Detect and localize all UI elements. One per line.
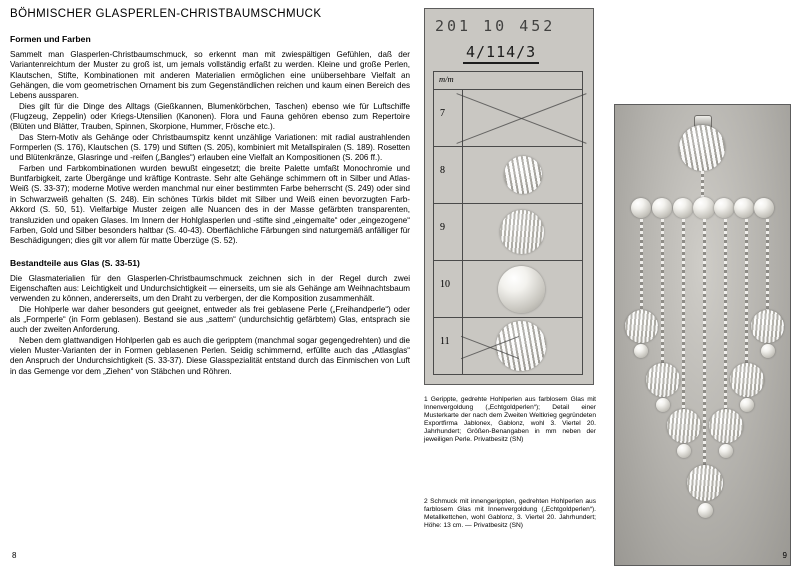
column-header-mm: m/m <box>439 74 454 84</box>
section-body-bestandteile-aus-glas <box>10 274 410 377</box>
sample-card-table <box>433 71 583 375</box>
table-row <box>434 90 582 147</box>
cell-divider <box>462 204 463 260</box>
row-size-label: 8 <box>440 165 445 176</box>
chain-segment <box>701 171 704 197</box>
ornament-bead-bar <box>631 197 774 219</box>
bead-specimen <box>500 210 544 254</box>
drop-bead <box>751 310 784 343</box>
paragraph: Die Hohlperle war daher besonders gut geeignet, entweder als frei geblasene Perle („Freihandperle“) oder als „Formperle“ (in Form geblasen). Bestand sie aus „sattem“ (undurchsichtig gefärbtem) Glas, entsprach sie auch der zweiten Anforderung. <box>10 304 410 335</box>
chain-segment <box>661 219 664 369</box>
page-title: BÖHMISCHER GLASPERLEN-CHRISTBAUMSCHMUCK <box>10 8 322 20</box>
terminal-bead <box>656 398 670 412</box>
figure-ornament-photo <box>614 104 791 566</box>
bead <box>631 198 651 218</box>
cell-divider <box>462 318 463 375</box>
drop-bead <box>709 409 743 443</box>
chain-segment <box>640 219 643 315</box>
drop-bead <box>730 363 764 397</box>
plate-area <box>424 8 789 560</box>
figure-caption-1 <box>424 396 596 445</box>
ornament-top-bead <box>679 125 725 171</box>
text-column <box>10 8 410 548</box>
bead <box>714 198 734 218</box>
table-row <box>434 261 582 318</box>
table-header-row <box>434 72 582 90</box>
caption-text: Gerippte, gedrehte Hohlperlen aus farblosem Glas mit Innenvergoldung („Echtgoldperlen“); Detail einer Musterkarte der nach dem Zweiten Weltkrieg gegründeten Exportfirma Jablonex, Gablonz, wohl 3. Viertel 20. Jahrhundert; Größen-Benangaben in mm neben der jeweiligen Perle. Privatbesitz (SN) <box>424 396 596 444</box>
row-size-label: 10 <box>440 279 450 290</box>
row-size-label: 9 <box>440 222 445 233</box>
drop-bead <box>625 310 658 343</box>
bead-specimen <box>504 156 542 194</box>
paragraph: Neben dem glattwandigen Hohlperlen gab es auch die geripptem (manchmal sogar gegengedrehten) und die vielen Muster-Varianten der in Formen geblasenen Perlen. Seidig schimmernd, erfüllte auch das „Atlasglas“ den Anspruch der Undurchsichtigkeit (S. 33-37). Diese Glasspezialität entstand durch das Einmischen von Luft in das Gemenge vor dem „Ziehen“ von Stäbchen und Röhren. <box>10 335 410 376</box>
figure-sample-card-photo <box>424 8 594 385</box>
bead <box>734 198 754 218</box>
cell-divider <box>462 261 463 317</box>
paragraph: Sammelt man Glasperlen-Christbaumschmuck, so erkennt man mit zwiespältigen Gefühlen, daß der Variantenreichtum der Muster zu groß ist, um jemals vollständig erfaßt zu werden. Kleine und große Perlen, Klautschen, Stifte, Kombinationen mit anderen Materialien ermöglichen eine unübersehbare Vielfalt an Gehängen, die vom geometrischen Ornament bis zum Gegenständlichen reichen und kaum einen Bereich des Lebens aussparen. <box>10 50 410 101</box>
terminal-bead <box>634 344 648 358</box>
chain-segment <box>766 219 769 315</box>
row-size-label: 7 <box>440 108 445 119</box>
folio-right: 9 <box>782 551 787 560</box>
terminal-bead <box>719 444 733 458</box>
paragraph: Farben und Farbkombinationen wurden bewußt eingesetzt; die breite Palette umfaßt Monochromie und Buntfarbigkeit, zarte Übergänge und kräftige Kontraste. Sehr alte Gehänge schimmern oft in Silber und Atlas-Weiß (S. 33-37); moderne Motive werden manchmal nur einer bestimmten Farbe beherrscht (S. 249) oder sind in Schwarzweiß gehalten (S. 248). Ein schönes Türkis bildet mit Silber und Weiß einen bevorzugten Farb-Akkord (S. 50, 51). Vielfarbige Muster zeigen alle Nuancen des in der Masse gefärbten transparenten, transluziden und opaken Glases. Im Innern der Hohlglasperlen und -stifte sind „eingemalte“ oder „eingezogene“ Farben, Gold und Silber besonders haltbar (S. 40-43). Oberflächliche Färbungen sind naturgemäß anfälliger für Beschädigungen; dies gilt vor allem für matte Überzüge (S. 52). <box>10 163 410 246</box>
folio-left: 8 <box>12 551 17 560</box>
terminal-bead <box>761 344 775 358</box>
terminal-bead <box>677 444 691 458</box>
catalogue-number-boxed: 4/114/3 <box>463 43 539 64</box>
terminal-bead <box>698 503 713 518</box>
chain-segment <box>682 219 685 415</box>
empty-cell-cross <box>464 318 516 375</box>
bead <box>754 198 774 218</box>
bead-specimen <box>498 266 545 313</box>
catalogue-number-top: 201 10 452 <box>435 17 556 35</box>
bead <box>693 197 715 219</box>
paragraph: Das Stern-Motiv als Gehänge oder Christbaumspitz kennt unzählige Variationen: mit radial austrahlenden Formperlen (S. 176), Klautschen (S. 179) und Stiften (S. 205), kombiniert mit Metallspiralen (S. 189). Rosetten und Blütenkränze, Glasringe und -reifen („Bangles“) erlauben eine Vielfalt an Kompositionen (S. 206 ff.). <box>10 132 410 163</box>
paragraph: Die Glasmaterialien für den Glasperlen-Christbaumschmuck zeichnen sich in der Regel durch zwei Eigenschaften aus: Leichtigkeit und Undurchsichtigkeit — einerseits, um sie als Gehänge am Weihnachtsbaum verwenden zu können, andererseits, um den Draht zu verbergen, der die Komposition zusammenhält. <box>10 273 410 304</box>
empty-cell-cross <box>464 90 580 146</box>
chain-segment <box>724 219 727 415</box>
chain-segment <box>703 219 706 471</box>
table-row <box>434 204 582 261</box>
drop-bead <box>646 363 680 397</box>
cell-divider <box>462 90 463 146</box>
drop-bead <box>687 465 723 501</box>
caption-number: 2 <box>424 498 428 505</box>
table-row <box>434 147 582 204</box>
bead <box>673 198 693 218</box>
table-row <box>434 318 582 375</box>
section-heading-formen-und-farben: Formen und Farben <box>10 34 91 44</box>
paragraph: Dies gilt für die Dinge des Alltags (Gießkannen, Blumenkörbchen, Taschen) ebenso wie für Luftschiffe (Flugzeug, Zeppelin) oder Kriegs-Utensilien (Kanonen). Flora und Fauna gehören ebenso zum Repertoire (Blüten und Blätter, Trauben, Spinnen, Skorpione, Hummer, Frösche etc.). <box>10 101 410 132</box>
section-body-formen-und-farben <box>10 50 410 247</box>
terminal-bead <box>740 398 754 412</box>
bead <box>652 198 672 218</box>
figure-caption-2 <box>424 498 596 530</box>
caption-text: Schmuck mit innengerippten, gedrehten Hohlperlen aus farblosem Glas mit Innenvergoldung („Echtgoldperlen“). Metallkettchen, wohl Gablonz, 3. Viertel 20. Jahrhundert; Höhe: 13 cm. — Privatbesitz (SN) <box>424 498 596 530</box>
section-heading-bestandteile-aus-glas: Bestandteile aus Glas (S. 33-51) <box>10 257 140 268</box>
caption-number: 1 <box>424 396 428 403</box>
row-size-label: 11 <box>440 336 450 347</box>
drop-bead <box>667 409 701 443</box>
cell-divider <box>462 147 463 203</box>
chain-segment <box>745 219 748 369</box>
